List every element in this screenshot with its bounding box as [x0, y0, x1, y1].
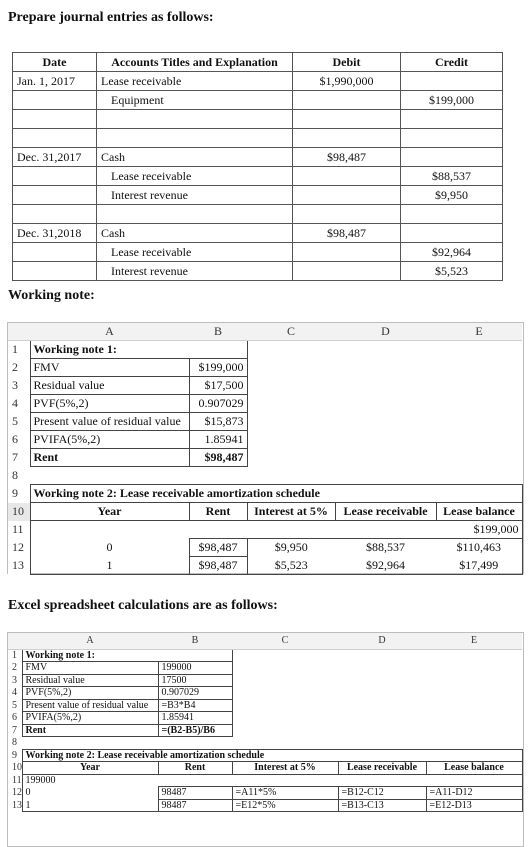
journal-row [13, 262, 503, 281]
cell-b10[interactable]: Rent [189, 503, 247, 521]
cell-b1[interactable] [158, 649, 232, 662]
sheet-row [8, 413, 522, 431]
cell-b3[interactable]: $17,500 [189, 377, 247, 395]
cell-d12[interactable]: =B12-C12 [338, 787, 426, 800]
row-number[interactable]: 1 [8, 341, 30, 359]
journal-debit: $98,487 [293, 148, 401, 167]
row-number[interactable]: 9 [8, 485, 30, 503]
row-number[interactable]: 8 [8, 467, 30, 485]
journal-account: Lease receivable [97, 243, 293, 262]
journal-row [13, 91, 503, 110]
cell-a2[interactable]: FMV [30, 359, 189, 377]
row-number[interactable]: 11 [8, 774, 22, 787]
cell-a4[interactable]: PVF(5%,2) [22, 687, 158, 700]
journal-credit: $199,000 [401, 91, 503, 110]
excel-heading: Excel spreadsheet calculations are as follows: [8, 598, 278, 613]
cell-b2[interactable]: $199,000 [189, 359, 247, 377]
journal-debit [293, 186, 401, 205]
cell-a3[interactable]: Residual value [22, 674, 158, 687]
sheet-row [8, 377, 522, 395]
cell-a6[interactable]: PVIFA(5%,2) [22, 712, 158, 725]
journal-credit [401, 72, 503, 91]
cell-a10[interactable]: Year [30, 503, 189, 521]
row-number[interactable]: 11 [8, 521, 30, 539]
journal-date [13, 167, 97, 186]
journal-account: Equipment [97, 91, 293, 110]
cell-c13[interactable]: $5,523 [247, 557, 335, 575]
working-note-2-title: Working note 2: Lease receivable amortization schedule [33, 486, 320, 500]
row-number[interactable]: 6 [8, 712, 22, 725]
journal-row [13, 148, 503, 167]
cell-c12[interactable]: =A11*5% [232, 787, 338, 800]
row-number[interactable]: 5 [8, 699, 22, 712]
column-header[interactable]: A [30, 323, 189, 341]
sheet-row [8, 341, 522, 359]
journal-account: Interest revenue [97, 262, 293, 281]
cell-a11[interactable] [30, 521, 189, 539]
cell-e13[interactable]: $17,499 [436, 557, 522, 575]
journal-row [13, 186, 503, 205]
working-note-heading: Working note: [8, 288, 95, 303]
header-accounts: Accounts Titles and Explanation [97, 53, 293, 72]
journal-debit: $98,487 [293, 224, 401, 243]
sheet-row [8, 774, 522, 787]
journal-date: Dec. 31,2017 [13, 148, 97, 167]
sheet-row [8, 431, 522, 449]
cell-c10[interactable]: Interest at 5% [247, 503, 335, 521]
cell-b13[interactable]: 98487 [158, 799, 232, 812]
row-number[interactable]: 10 [8, 762, 22, 775]
row-number[interactable]: 12 [8, 539, 30, 557]
working-note-2-title: Working note 2: Lease receivable amortization schedule [25, 749, 265, 761]
cell-c13[interactable]: =E12*5% [232, 799, 338, 812]
cell-a9[interactable] [22, 749, 522, 762]
column-header[interactable]: A [22, 633, 158, 649]
cell-b5[interactable]: $15,873 [189, 413, 247, 431]
row-number[interactable]: 3 [8, 674, 22, 687]
cell-b2[interactable]: 199000 [158, 662, 232, 675]
journal-date [13, 243, 97, 262]
row-number[interactable]: 6 [8, 431, 30, 449]
row-number[interactable]: 1 [8, 649, 22, 662]
journal-credit: $92,964 [401, 243, 503, 262]
cell-d13[interactable]: =B13-C13 [338, 799, 426, 812]
cell-a5[interactable]: Present value of residual value [22, 699, 158, 712]
cell-d11[interactable] [338, 774, 426, 787]
column-header[interactable]: C [232, 633, 338, 649]
journal-spacer-row [13, 110, 503, 129]
header-credit: Credit [401, 53, 503, 72]
cell-a13[interactable]: 1 [22, 799, 158, 812]
corner-cell[interactable] [8, 323, 30, 341]
row-number[interactable]: 13 [8, 799, 22, 812]
cell-a11[interactable]: 199000 [22, 774, 158, 787]
journal-date: Jan. 1, 2017 [13, 72, 97, 91]
row-number[interactable]: 9 [8, 749, 22, 762]
cell-b4[interactable]: 0.907029 [158, 687, 232, 700]
journal-date [13, 262, 97, 281]
sheet-row [8, 662, 522, 675]
journal-debit [293, 243, 401, 262]
journal-table [12, 52, 503, 281]
header-debit: Debit [293, 53, 401, 72]
cell-e12[interactable]: $110,463 [436, 539, 522, 557]
cell-c11[interactable] [232, 774, 338, 787]
column-header[interactable]: E [426, 633, 522, 649]
cell-a9[interactable] [30, 485, 522, 503]
journal-credit: $9,950 [401, 186, 503, 205]
journal-credit: $88,537 [401, 167, 503, 186]
cell-c11[interactable] [247, 521, 335, 539]
row-number[interactable]: 13 [8, 557, 30, 575]
journal-credit [401, 224, 503, 243]
cell-c12[interactable]: $9,950 [247, 539, 335, 557]
cell-a1[interactable]: Working note 1: [22, 649, 158, 662]
row-number[interactable]: 2 [8, 662, 22, 675]
cell-d12[interactable]: $88,537 [335, 539, 436, 557]
sheet-row [8, 395, 522, 413]
journal-credit: $5,523 [401, 262, 503, 281]
row-number[interactable]: 8 [8, 737, 22, 750]
cell-b5[interactable]: =B3*B4 [158, 699, 232, 712]
sheet-row [8, 712, 522, 725]
journal-account: Lease receivable [97, 72, 293, 91]
journal-date [13, 91, 97, 110]
cell-b1[interactable] [189, 341, 247, 359]
sheet-row [8, 724, 522, 737]
cell-b4[interactable]: 0.907029 [189, 395, 247, 413]
cell-b3[interactable]: 17500 [158, 674, 232, 687]
cell-d11[interactable] [335, 521, 436, 539]
row-number[interactable]: 3 [8, 377, 30, 395]
spreadsheet-values [8, 323, 523, 575]
row-number[interactable]: 4 [8, 687, 22, 700]
cell-b6[interactable]: 1.85941 [189, 431, 247, 449]
cell-e11[interactable] [426, 774, 522, 787]
cell-b7[interactable]: $98,487 [189, 449, 247, 467]
column-header[interactable]: B [189, 323, 247, 341]
row-number[interactable]: 7 [8, 724, 22, 737]
sheet-row [8, 674, 522, 687]
journal-debit [293, 167, 401, 186]
journal-heading: Prepare journal entries as follows: [8, 10, 214, 25]
cell-e10[interactable]: Lease balance [426, 762, 522, 775]
cell-e11[interactable]: $199,000 [436, 521, 522, 539]
cell-b11[interactable] [189, 521, 247, 539]
cell-e12[interactable]: =A11-D12 [426, 787, 522, 800]
sheet-row [8, 503, 522, 521]
journal-header-row [13, 53, 503, 72]
journal-debit [293, 262, 401, 281]
journal-date [13, 186, 97, 205]
column-header[interactable]: B [158, 633, 232, 649]
column-header[interactable]: D [338, 633, 426, 649]
sheet-row [8, 485, 522, 503]
row-number[interactable]: 5 [8, 413, 30, 431]
column-header-row [8, 633, 522, 649]
cell-b7[interactable]: =(B2-B5)/B6 [158, 724, 232, 737]
cell-a13[interactable]: 1 [30, 557, 189, 575]
corner-cell[interactable] [8, 633, 22, 649]
column-header-row [8, 323, 522, 341]
cell-a7[interactable]: Rent [22, 724, 158, 737]
cell-a1[interactable]: Working note 1: [30, 341, 189, 359]
cell-b11[interactable] [158, 774, 232, 787]
sheet-row [8, 787, 522, 800]
journal-row [13, 243, 503, 262]
sheet-row [8, 687, 522, 700]
sheet-row [8, 467, 522, 485]
cell-a2[interactable]: FMV [22, 662, 158, 675]
row-number[interactable]: 2 [8, 359, 30, 377]
cell-b12[interactable]: $98,487 [189, 539, 247, 557]
cell-a12[interactable]: 0 [30, 539, 189, 557]
cell-e10[interactable]: Lease balance [436, 503, 522, 521]
journal-debit: $1,990,000 [293, 72, 401, 91]
cell-d10[interactable]: Lease receivable [335, 503, 436, 521]
journal-account: Cash [97, 148, 293, 167]
column-header[interactable]: E [436, 323, 522, 341]
sheet-row [8, 799, 522, 812]
row-number[interactable]: 7 [8, 449, 30, 467]
sheet-row [8, 557, 522, 575]
journal-spacer-row [13, 129, 503, 148]
journal-account: Interest revenue [97, 186, 293, 205]
sheet-row [8, 521, 522, 539]
journal-account: Lease receivable [97, 167, 293, 186]
journal-row [13, 167, 503, 186]
cell-a3[interactable]: Residual value [30, 377, 189, 395]
sheet-row [8, 762, 522, 775]
row-number[interactable]: 4 [8, 395, 30, 413]
sheet-row [8, 699, 522, 712]
row-number[interactable]: 10 [8, 503, 30, 521]
cell-d10[interactable]: Lease receivable [338, 762, 426, 775]
cell-a5[interactable]: Present value of residual value [30, 413, 189, 431]
cell-d13[interactable]: $92,964 [335, 557, 436, 575]
spreadsheet-formulas [8, 633, 523, 812]
cell-b6[interactable]: 1.85941 [158, 712, 232, 725]
row-number[interactable]: 12 [8, 787, 22, 800]
cell-e13[interactable]: =E12-D13 [426, 799, 522, 812]
cell-b10[interactable]: Rent [158, 762, 232, 775]
cell-a6[interactable]: PVIFA(5%,2) [30, 431, 189, 449]
column-header[interactable]: D [335, 323, 436, 341]
sheet-row [8, 749, 522, 762]
sheet-row [8, 737, 522, 750]
journal-date: Dec. 31,2018 [13, 224, 97, 243]
journal-debit [293, 91, 401, 110]
sheet-row [8, 539, 522, 557]
cell-a10[interactable]: Year [22, 762, 158, 775]
sheet-row [8, 449, 522, 467]
cell-a7[interactable]: Rent [30, 449, 189, 467]
cell-b13[interactable]: $98,487 [189, 557, 247, 575]
header-date: Date [13, 53, 97, 72]
column-header[interactable]: C [247, 323, 335, 341]
sheet-row [8, 359, 522, 377]
cell-c10[interactable]: Interest at 5% [232, 762, 338, 775]
journal-account: Cash [97, 224, 293, 243]
journal-spacer-row [13, 205, 503, 224]
sheet-row [8, 649, 522, 662]
journal-credit [401, 148, 503, 167]
cell-b12[interactable]: 98487 [158, 787, 232, 800]
cell-a12[interactable]: 0 [22, 787, 158, 800]
journal-row [13, 72, 503, 91]
cell-a4[interactable]: PVF(5%,2) [30, 395, 189, 413]
journal-row [13, 224, 503, 243]
